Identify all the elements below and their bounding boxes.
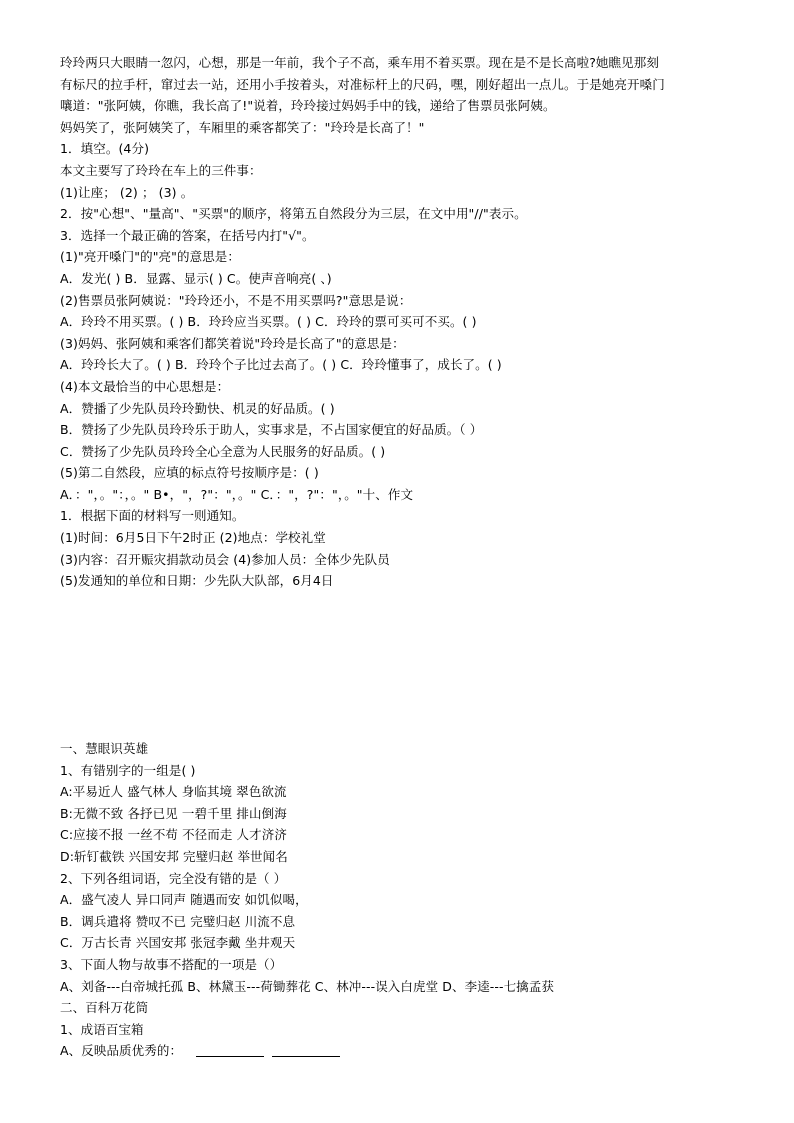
notice-content-attendees: (3)内容：召开赈灾捐款动员会 (4)参加人员：全体少先队员 [60, 551, 390, 567]
notice-issuer-date: (5)发通知的单位和日期：少先队大队部，6月4日 [60, 573, 334, 589]
question-3-5-prompt: (5)第二自然段，应填的标点符号按顺序是：( ) [60, 465, 319, 481]
question-3-heading: 3．选择一个最正确的答案，在括号内打"√"。 [60, 227, 315, 243]
question-3-4-option-b: B．赞扬了少先队员玲玲乐于助人，实事求是，不占国家便宜的好品质。（ ） [60, 422, 483, 438]
section-heading-2: 二、百科万花筒 [60, 1000, 149, 1016]
item-3-prompt: 3、下面人物与故事不搭配的一项是（） [60, 956, 283, 972]
question-3-4-option-c: C．赞扬了少先队员玲玲全心全意为人民服务的好品质。( ) [60, 443, 386, 459]
item-2-option-a: A．盛气凌人 异口同声 随遇而安 如饥似喝， [60, 892, 308, 908]
item-1-option-c: C:应接不报 一丝不苟 不径而走 人才济济 [60, 827, 287, 843]
idiom-quality-label: A、反映品质优秀的： [60, 1043, 183, 1059]
question-2: 2．按"心想"、"量高"、"买票"的顺序，将第五自然段分为三层，在文中用"//"表示。 [60, 206, 527, 222]
notice-time-place: (1)时间：6月5日下午2时正 (2)地点：学校礼堂 [60, 530, 326, 546]
idiom-box-heading: 1、成语百宝箱 [60, 1021, 144, 1037]
item-1-prompt: 1、有错别字的一组是( ) [60, 762, 196, 778]
question-3-4-option-a: A．赞播了少先队员玲玲勤快、机灵的好品质。( ) [60, 400, 335, 416]
passage-line-1: 玲玲两只大眼睛一忽闪，心想，那是一年前，我个子不高，乘车用不着买票。现在是不是长高啦?她瞧见那刻 [60, 55, 659, 70]
question-1-heading: 1．填空。(4分) [60, 141, 150, 157]
item-1-option-a: A:平易近人 盛气林人 身临其境 翠色欲流 [60, 784, 287, 800]
item-1-option-d: D:斩钉截铁 兴国安邦 完璧归赵 举世闻名 [60, 848, 288, 864]
exercise-section [60, 738, 750, 1062]
question-3-2-prompt: (2)售票员张阿姨说："玲玲还小，不是不用买票吗?"意思是说： [60, 292, 412, 308]
passage-line-2: 有标尺的拉手杆，窜过去一站，还用小手按着头，对准标杆上的尺码，嘿，刚好超出一点儿。于是她亮开嗓门 [60, 76, 665, 92]
question-3-5-options: A．："，。"：，。" B•，"，?"："，。" C．："，?"："，。"十、作文 [60, 486, 414, 502]
question-1-prompt: 本文主要写了玲玲在车上的三件事： [60, 162, 262, 178]
passage-line-3: 嚷道："张阿姨，你瞧，我长高了!"说着，玲玲接过妈妈手中的钱，递给了售票员张阿姨。 [60, 98, 556, 114]
passage-line-4: 妈妈笑了，张阿姨笑了，车厢里的乘客都笑了："玲玲是长高了！" [60, 119, 425, 135]
item-2-prompt: 2、下列各组词语，完全没有错的是（ ） [60, 870, 287, 886]
answer-blank-1[interactable] [196, 1042, 264, 1057]
item-2-option-b: B．调兵遣将 赞叹不已 完璧归赵 川流不息 [60, 913, 296, 929]
notice-task: 1．根据下面的材料写一则通知。 [60, 508, 245, 524]
idiom-quality-row [60, 1040, 750, 1062]
section-heading-1: 一、慧眼识英雄 [60, 741, 149, 756]
question-3-3-options: A．玲玲长大了。( ) B．玲玲个子比过去高了。( ) C．玲玲懂事了，成长了。( ) [60, 357, 502, 373]
question-3-4-prompt: (4)本文最恰当的中心思想是： [60, 378, 230, 394]
item-3-options: A、刘备---白帝城托孤 B、林黛玉---荷锄葬花 C、林冲---误入白虎堂 D、李逵---七擒孟获 [60, 978, 555, 994]
item-1-option-b: B:无微不致 各抒已见 一碧千里 排山倒海 [60, 805, 287, 821]
question-3-2-options: A．玲玲不用买票。( ) B．玲玲应当买票。( ) C．玲玲的票可买可不买。( ) [60, 314, 477, 330]
question-3-3-prompt: (3)妈妈、张阿姨和乘客们都笑着说"玲玲是长高了"的意思是： [60, 335, 405, 351]
question-3-1-options: A．发光( ) B．显露、显示( ) C。使声音响亮( 、) [60, 270, 332, 286]
reading-passage-questions [60, 52, 750, 592]
question-3-1-prompt: (1)"亮开嗓门"的"亮"的意思是： [60, 249, 241, 265]
question-1-blanks: (1)让座； (2) ； (3) 。 [60, 184, 194, 200]
answer-blank-2[interactable] [272, 1042, 340, 1057]
item-2-option-c: C．万古长青 兴国安邦 张冠李戴 坐井观天 [60, 935, 296, 951]
